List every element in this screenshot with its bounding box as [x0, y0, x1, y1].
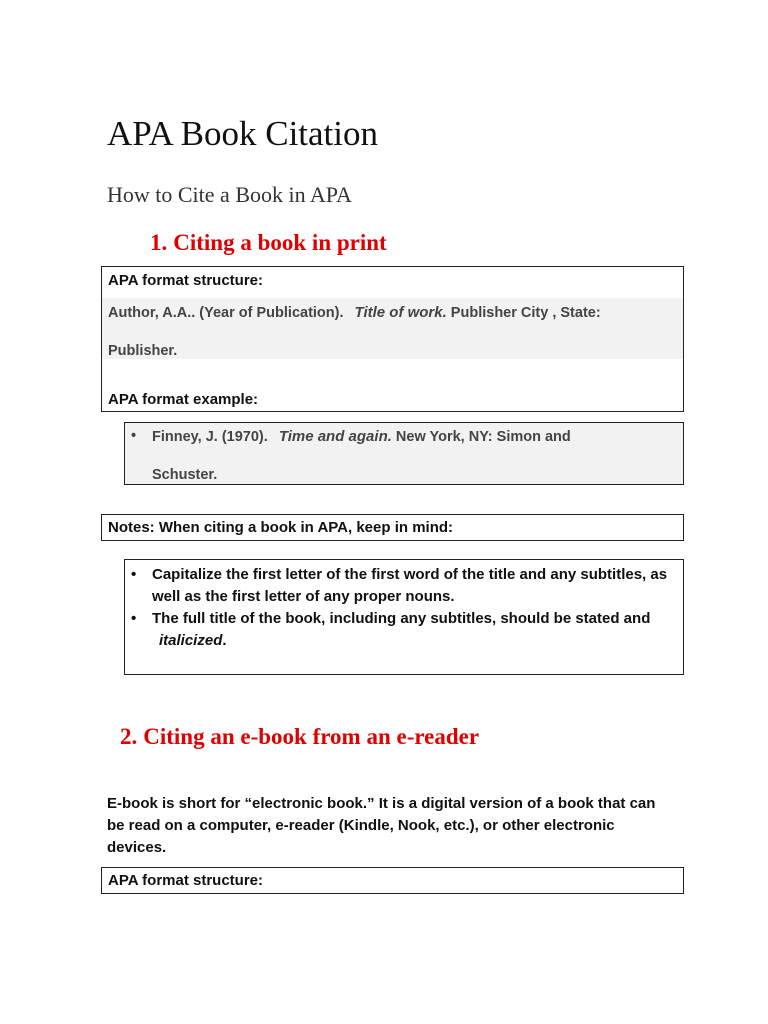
page-title: APA Book Citation	[107, 114, 378, 153]
section-1-number: 1.	[150, 230, 168, 255]
structure-author-year: Author, A.A.. (Year of Publication).	[108, 305, 344, 321]
section-2-heading	[120, 722, 479, 752]
section-2-number: 2.	[120, 724, 138, 749]
format-example-label: APA format example:	[108, 391, 259, 408]
example-author-year: Finney, J. (1970).	[152, 429, 268, 445]
note-2-italic: italicized	[159, 632, 223, 649]
format-example-box	[124, 422, 684, 485]
note-2-period: .	[222, 632, 227, 649]
ebook-format-structure-label: APA format structure:	[108, 872, 264, 889]
section-1-title: Citing a book in print	[173, 230, 387, 255]
notes-list	[125, 564, 681, 652]
format-structure-template	[102, 298, 683, 359]
notes-box	[101, 514, 684, 541]
section-1-heading	[150, 228, 387, 258]
structure-line-1	[108, 304, 601, 321]
structure-line-2: Publisher.	[108, 343, 178, 359]
ebook-intro-paragraph: E-book is short for “electronic book.” It is a digital version of a book that can be read on a computer, e-reader (Kindle, Nook, etc.), or other electronic devices.	[107, 795, 656, 856]
ebook-format-structure-box	[101, 867, 684, 894]
example-bullet: •	[131, 428, 137, 444]
example-line-1	[152, 428, 571, 445]
page-subtitle: How to Cite a Book in APA	[107, 182, 352, 207]
structure-title: Title of work.	[354, 304, 447, 321]
note-item-italicize	[125, 608, 681, 652]
format-structure-box	[101, 266, 684, 412]
section-2-title: Citing an e-book from an e-reader	[143, 724, 480, 749]
notes-label: Notes: When citing a book in APA, keep in mind:	[108, 519, 454, 536]
example-publisher-place: New York, NY: Simon and	[391, 429, 571, 445]
example-line-2: Schuster.	[152, 467, 218, 483]
note-item-capitalize: • Capitalize the first letter of the first word of the title and any subtitles, as well as the first letter of any proper nouns.	[125, 564, 681, 608]
format-example-content	[125, 423, 683, 484]
structure-publisher-place: Publisher City , State:	[446, 305, 601, 321]
note-2-text: The full title of the book, including any subtitles, should be stated and	[152, 610, 651, 627]
example-title: Time and again.	[278, 428, 392, 445]
notes-list-box	[124, 559, 684, 675]
format-structure-label: APA format structure:	[108, 272, 264, 289]
